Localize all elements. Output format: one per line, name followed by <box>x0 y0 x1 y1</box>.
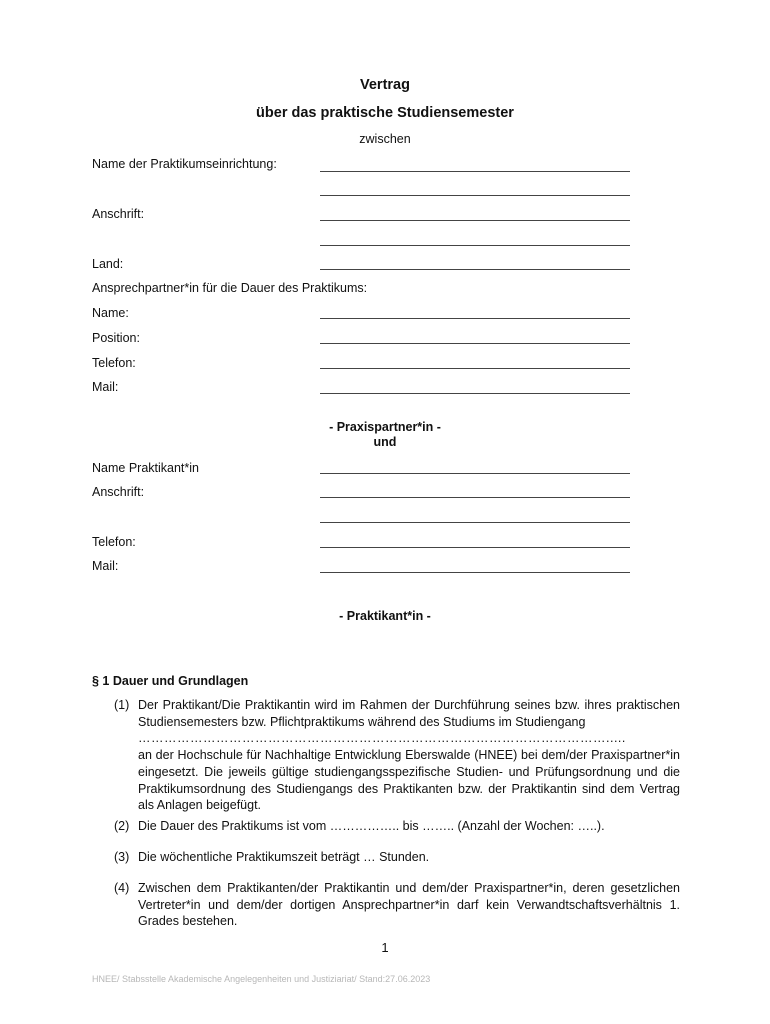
contact-mail-line[interactable] <box>320 393 630 394</box>
paragraph-2 <box>114 818 680 835</box>
paragraph-1 <box>114 697 680 814</box>
contact-name-line[interactable] <box>320 318 630 319</box>
student-phone-line[interactable] <box>320 547 630 548</box>
partner-name-line-1[interactable] <box>320 171 630 172</box>
paragraph-text: Die Dauer des Praktikums ist vom …………….. bis …….. (Anzahl der Wochen: …..). <box>138 819 605 833</box>
partner-name-line-2[interactable] <box>320 195 630 196</box>
partner-role-label: - Praxispartner*in - <box>329 420 441 434</box>
partner-country-line[interactable] <box>320 269 630 270</box>
partner-address-label: Anschrift: <box>92 207 145 221</box>
student-address-line-1[interactable] <box>320 497 630 498</box>
partner-address-line-1[interactable] <box>320 220 630 221</box>
document-subtitle: über das praktische Studiensemester <box>256 105 514 121</box>
student-mail-label: Mail: <box>92 559 119 573</box>
section-1-heading: § 1 Dauer und Grundlagen <box>92 674 249 688</box>
student-address-label: Anschrift: <box>92 485 145 499</box>
partner-name-label: Name der Praktikumseinrichtung: <box>92 157 277 171</box>
and-text: und <box>373 435 397 449</box>
page-number: 1 <box>381 940 389 955</box>
contact-phone-line[interactable] <box>320 368 630 369</box>
study-program-blank[interactable]: ………………………………………………………………………………………………..... <box>138 731 626 746</box>
between-text: zwischen <box>359 132 411 146</box>
student-address-line-2[interactable] <box>320 522 630 523</box>
paragraph-4 <box>114 880 680 930</box>
paragraph-text: Der Praktikant/Die Praktikantin wird im Rahmen der Durchführung seines bzw. ihres praktischen Studiensemesters bzw. Pflichtpraktikums während des Studiums im Studiengang <box>138 698 680 729</box>
partner-address-line-2[interactable] <box>320 245 630 246</box>
paragraph-text: Zwischen dem Praktikanten/der Praktikantin und dem/der Praxispartner*in, deren gesetzlichen Vertreter*in und dem/der dortigen Ansprechpartner*in darf kein Verwandtschaftsverhältnis 1. Grades bestehen. <box>138 881 680 929</box>
contact-position-line[interactable] <box>320 343 630 344</box>
footer-text: HNEE/ Stabsstelle Akademische Angelegenheiten und Justiziariat/ Stand:27.06.2023 <box>92 974 431 984</box>
paragraph-number: (3) <box>114 850 130 864</box>
paragraph-number: (4) <box>114 881 130 895</box>
student-name-line[interactable] <box>320 473 630 474</box>
student-name-label: Name Praktikant*in <box>92 461 199 475</box>
contact-phone-label: Telefon: <box>92 356 136 370</box>
contact-person-heading: Ansprechpartner*in für die Dauer des Praktikums: <box>92 281 368 295</box>
contact-position-label: Position: <box>92 331 140 345</box>
paragraph-number: (2) <box>114 819 130 833</box>
document-title: Vertrag <box>360 77 410 93</box>
partner-country-label: Land: <box>92 257 124 271</box>
contact-name-label: Name: <box>92 306 129 320</box>
paragraph-text: an der Hochschule für Nachhaltige Entwicklung Eberswalde (HNEE) bei dem/der Praxispartner*in eingesetzt. Die jeweils gültige studiengangsspezifische Studien- und Prüfungsordnung und die Praktikumsordnung des Studiengangs des Praktikanten bzw. der Praktikantin sind dem Vertrag als Anlagen beigefügt. <box>138 748 680 813</box>
paragraph-number: (1) <box>114 698 130 712</box>
paragraph-text: Die wöchentliche Praktikumszeit beträgt … Stunden. <box>138 850 430 864</box>
paragraph-3 <box>114 849 680 866</box>
student-phone-label: Telefon: <box>92 535 136 549</box>
student-mail-line[interactable] <box>320 572 630 573</box>
contact-mail-label: Mail: <box>92 380 119 394</box>
student-role-label: - Praktikant*in - <box>339 609 431 623</box>
